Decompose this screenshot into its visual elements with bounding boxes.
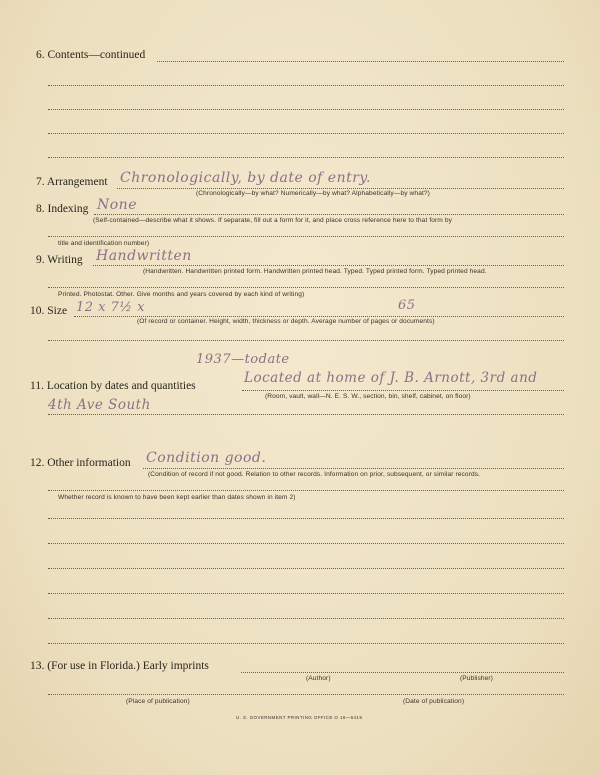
location-value-2: 4th Ave South (48, 397, 151, 413)
indexing-line (94, 214, 564, 215)
size-value: 12 x 7½ x (76, 300, 145, 315)
other-info-hint: (Condition of record if not good. Relation to other records. Information on prior, subsequent, or similar records. (148, 471, 481, 478)
arrangement-value: Chronologically, by date of entry. (120, 170, 371, 186)
size-label: 10. Size (30, 305, 68, 317)
other-info-line-4 (48, 543, 564, 544)
indexing-value: None (97, 197, 137, 213)
writing-line (93, 265, 564, 266)
author-caption: (Author) (306, 675, 331, 682)
other-info-line-5 (48, 568, 564, 569)
date-caption: (Date of publication) (403, 698, 465, 705)
contents-line-4 (48, 133, 564, 134)
location-hint: (Room, vault, wall—N. E. S. W., section, bin, shelf, cabinet, on floor) (265, 393, 471, 400)
indexing-line-2 (48, 236, 564, 237)
contents-line-5 (48, 157, 564, 158)
writing-label: 9. Writing (36, 254, 83, 266)
other-info-line-8 (48, 643, 564, 644)
early-imprints-label: 13. (For use in Florida.) Early imprints (30, 660, 209, 672)
other-info-line-2 (48, 490, 564, 491)
place-caption: (Place of publication) (126, 698, 190, 705)
writing-hint: (Handwritten. Handwritten printed form. Handwritten printed head. Typed. Typed printed form. Typed printed head. (143, 268, 487, 275)
arrangement-label: 7. Arrangement (36, 176, 108, 188)
writing-hint-2: Printed. Photostat. Other. Give months and years covered by each kind of writing) (58, 291, 305, 298)
printing-office-imprint: U. S. GOVERNMENT PRINTING OFFICE O 16—6419 (236, 715, 363, 720)
other-info-line-7 (48, 618, 564, 619)
size-line-2 (48, 340, 564, 341)
size-line (74, 316, 564, 317)
early-imprints-line-2 (48, 694, 564, 695)
arrangement-hint: (Chronologically—by what? Numerically—by what? Alphabetically—by what?) (196, 190, 430, 197)
size-hint: (Of record or container. Height, width, thickness or depth. Average number of pages or documents) (137, 318, 435, 325)
other-info-line-3 (48, 518, 564, 519)
size-value-pages: 65 (398, 298, 416, 313)
publisher-caption: (Publisher) (460, 675, 493, 682)
writing-line-2 (48, 287, 564, 288)
location-line-2 (48, 414, 564, 415)
other-info-line (143, 468, 564, 469)
indexing-hint: (Self-contained—describe what it shows. If separate, fill out a form for it, and place cross reference here to that form by (93, 217, 452, 224)
contents-continued-label: 6. Contents—continued (36, 49, 146, 61)
arrangement-line (117, 188, 564, 189)
contents-line-1 (157, 61, 564, 62)
other-info-value: Condition good. (146, 450, 267, 466)
contents-line-3 (48, 109, 564, 110)
writing-value: Handwritten (96, 248, 192, 264)
indexing-label: 8. Indexing (36, 203, 89, 215)
location-line (242, 390, 564, 391)
location-value: Located at home of J. B. Arnott, 3rd and (244, 370, 538, 386)
other-info-line-6 (48, 593, 564, 594)
other-info-hint-2: Whether record is known to have been kept earlier than dates shown in item 2) (58, 494, 296, 501)
location-dates-value: 1937—todate (196, 352, 290, 367)
indexing-hint-2: title and identification number) (58, 240, 150, 247)
other-info-label: 12. Other information (30, 457, 131, 469)
contents-line-2 (48, 85, 564, 86)
early-imprints-line (241, 672, 564, 673)
location-label: 11. Location by dates and quantities (30, 380, 196, 392)
